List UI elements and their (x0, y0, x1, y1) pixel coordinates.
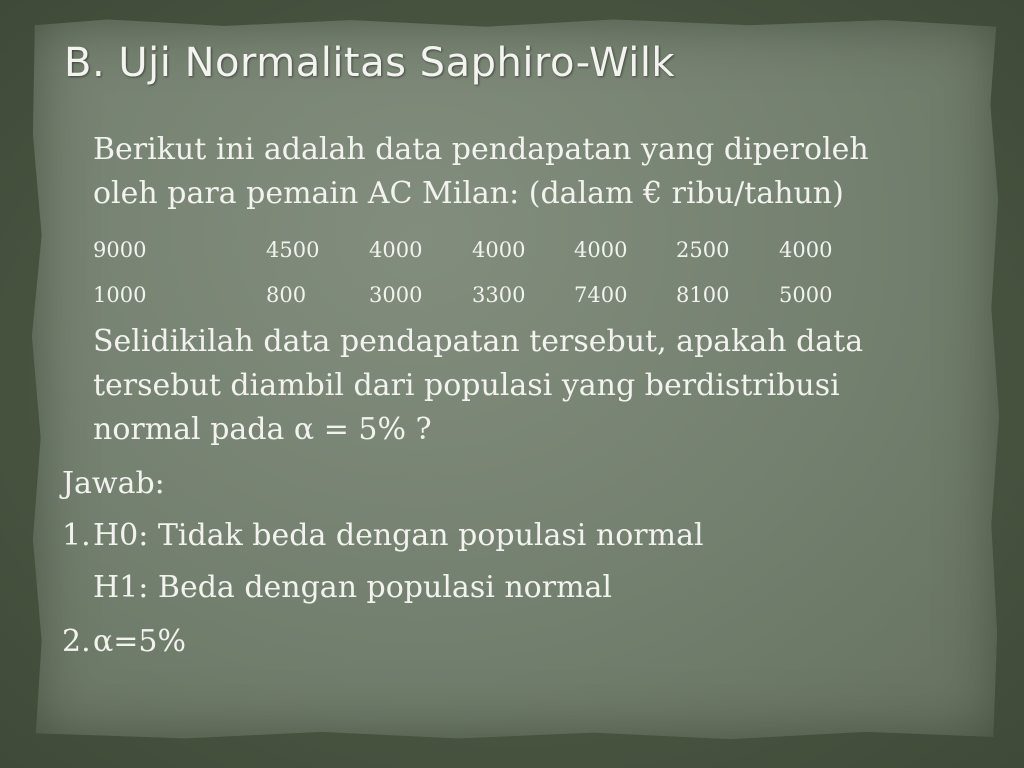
data-cell: 9000 (93, 238, 147, 262)
data-cell: 4000 (369, 238, 423, 262)
data-cell: 2500 (676, 238, 730, 262)
data-cell: 4000 (779, 238, 833, 262)
question-line-1: Selidikilah data pendapatan tersebut, apakah data (93, 324, 864, 359)
data-row-1 (93, 238, 953, 266)
answer-label: Jawab: (62, 466, 165, 501)
data-cell: 1000 (93, 283, 147, 307)
question-line-3: normal pada α = 5% ? (93, 412, 432, 447)
step-2-alpha: α=5% (93, 624, 186, 659)
data-cell: 4500 (266, 238, 320, 262)
data-cell: 7400 (574, 283, 628, 307)
intro-line-2: oleh para pemain AC Milan: (dalam € ribu/tahun) (93, 176, 844, 211)
intro-line-1: Berikut ini adalah data pendapatan yang diperoleh (93, 132, 869, 167)
data-cell: 8100 (676, 283, 730, 307)
step-2-number: 2. (62, 624, 91, 659)
data-row-2 (93, 283, 953, 311)
step-1-h1: H1: Beda dengan populasi normal (93, 570, 612, 605)
data-cell: 4000 (574, 238, 628, 262)
step-1-number: 1. (62, 518, 91, 553)
data-cell: 3300 (472, 283, 526, 307)
step-1-h0: H0: Tidak beda dengan populasi normal (93, 518, 704, 553)
data-cell: 4000 (472, 238, 526, 262)
question-line-2: tersebut diambil dari populasi yang berdistribusi (93, 368, 840, 403)
slide-title: B. Uji Normalitas Saphiro-Wilk (64, 40, 676, 86)
data-cell: 5000 (779, 283, 833, 307)
data-cell: 3000 (369, 283, 423, 307)
data-cell: 800 (266, 283, 307, 307)
